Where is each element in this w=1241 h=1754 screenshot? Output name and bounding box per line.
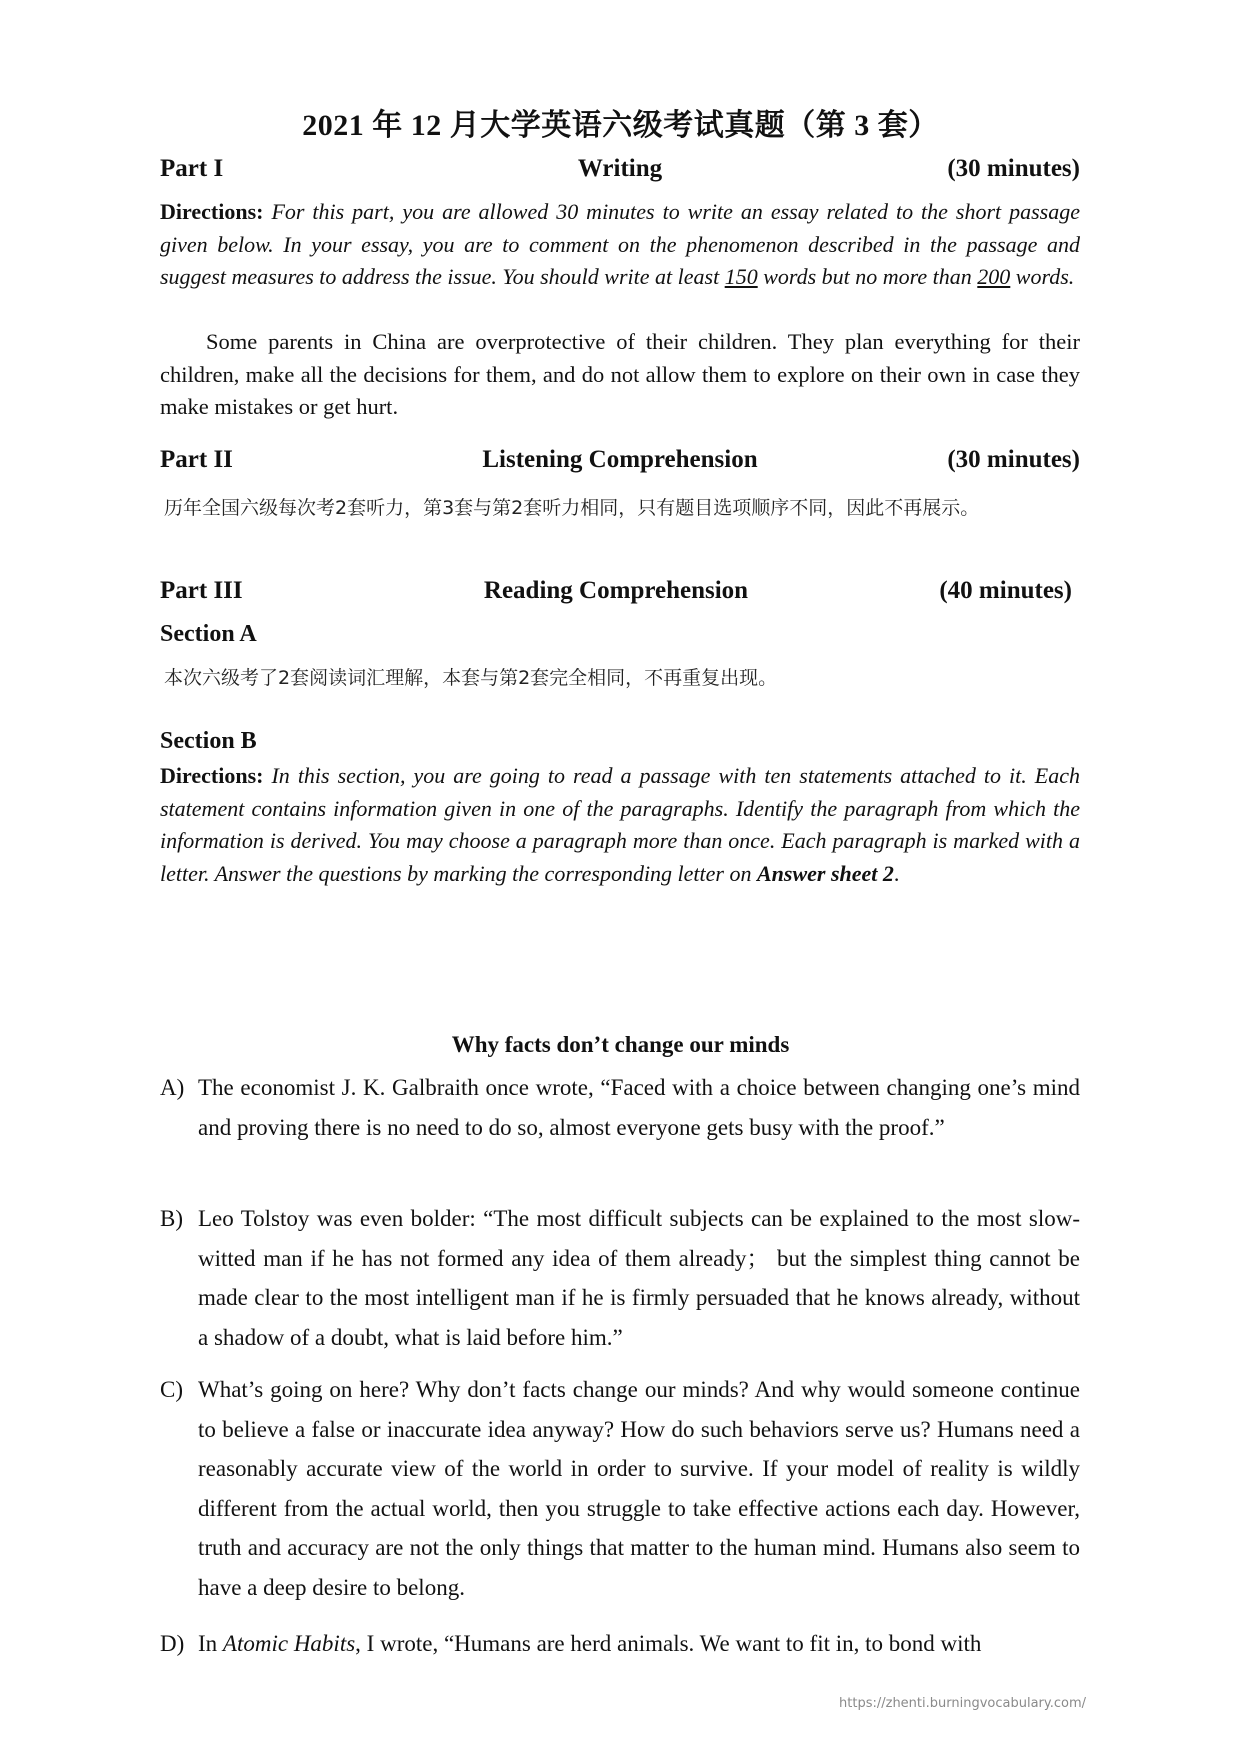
directions-text [160,199,1080,289]
footer-url[interactable]: https://zhenti.burningvocabulary.com/ [839,1696,1086,1711]
part3-label: Part III [160,577,243,604]
book-title: Atomic Habits [222,1631,356,1656]
paragraph-letter: C) [160,1377,183,1402]
part1-label: Part I [160,155,224,182]
paragraph-text: The economist J. K. Galbraith once wrote, “Faced with a choice between changing one’s mind and proving there is no need to do so, almost everyone gets busy with the proof.” [198,1075,1080,1140]
part2-header [160,446,1080,480]
page-title: 2021 年 12 月大学英语六级考试真题（第 3 套） [302,109,939,142]
directions-label: Directions: [160,763,264,788]
part2-name: Listening Comprehension [482,446,758,473]
section-a-note: 本次六级考了2套阅读词汇理解，本套与第2套完全相同，不再重复出现。 [164,667,778,689]
paragraph-text: What’s going on here? Why don’t facts change our minds? And why would someone continue to believe a false or inaccurate idea anyway? How do such behaviors serve us? Humans need a reasonably accurate view of the world in order to survive. If your model of reality is wildly different from the actual world, then you struggle to take effective actions each day. However, truth and accuracy are not the only things that matter to the human mind. Humans also seem to have a deep desire to belong. [198,1377,1080,1600]
paragraph-text: Leo Tolstoy was even bolder: “The most difficult subjects can be explained to the most slow-witted man if he has not formed any idea of them already； but the simplest thing cannot be made clear to the most intelligent man if he is firmly persuaded that he knows already, without a shadow of a doubt, what is laid before him.” [198,1206,1080,1350]
paragraph-b [160,1199,1080,1357]
directions-label: Directions: [160,199,264,224]
min-words: 150 [724,264,758,289]
directions-end: . [893,860,900,886]
part3-name: Reading Comprehension [483,577,749,604]
writing-passage: Some parents in China are overprotective of their children. They plan everything for their children, make all the decisions for them, and do not allow them to explore on their own in case they make mistakes or get hurt. [160,329,1080,419]
directions-text-c: words. [1010,264,1075,289]
part1-directions [160,196,1080,294]
listening-note: 历年全国六级每次考2套听力，第3套与第2套听力相同，只有题目选项顺序不同，因此不再展示。 [164,497,980,519]
part1-header [160,155,1080,189]
part3-time: (40 minutes) [939,577,1072,604]
article-title: Why facts don’t change our minds [451,1032,790,1057]
directions-text-b: words but no more than [757,264,978,289]
paragraph-d-text-post: , I wrote, “Humans are herd animals. We want to fit in, to bond with [355,1631,982,1656]
part1-time: (30 minutes) [947,155,1080,182]
section-b-heading: Section B [160,728,257,754]
answer-sheet-label: Answer sheet 2 [757,860,894,886]
section-a-heading: Section A [160,621,257,647]
paragraph-c [160,1370,1080,1607]
paragraph-letter: A) [160,1075,185,1100]
directions-text-a: For this part, you are allowed 30 minutes to write an essay related to the short passage given below. In your essay, you are to comment on the phenomenon described in the passage and suggest measures to address the issue. You should write at least [160,199,1080,289]
part2-time: (30 minutes) [947,446,1080,473]
directions-text: In this section, you are going to read a passage with ten statements attached to it. Each statement contains information given in one of the paragraphs. Identify the paragraph from which the information is derived. You may choose a paragraph more than once. Each paragraph is marked with a letter. Answer the questions by marking the corresponding letter on [160,763,1080,886]
paragraph-d-text-pre: In [198,1631,223,1656]
paragraph-letter: D) [160,1631,185,1656]
part3-header [160,577,1072,611]
part1-name: Writing [577,155,663,182]
paragraph-a [160,1068,1080,1147]
part2-label: Part II [160,446,233,473]
paragraph-letter: B) [160,1206,183,1231]
section-b-directions [160,760,1080,890]
max-words: 200 [977,264,1011,289]
paragraph-text [160,1624,1080,1664]
paragraph-d [160,1624,1080,1664]
